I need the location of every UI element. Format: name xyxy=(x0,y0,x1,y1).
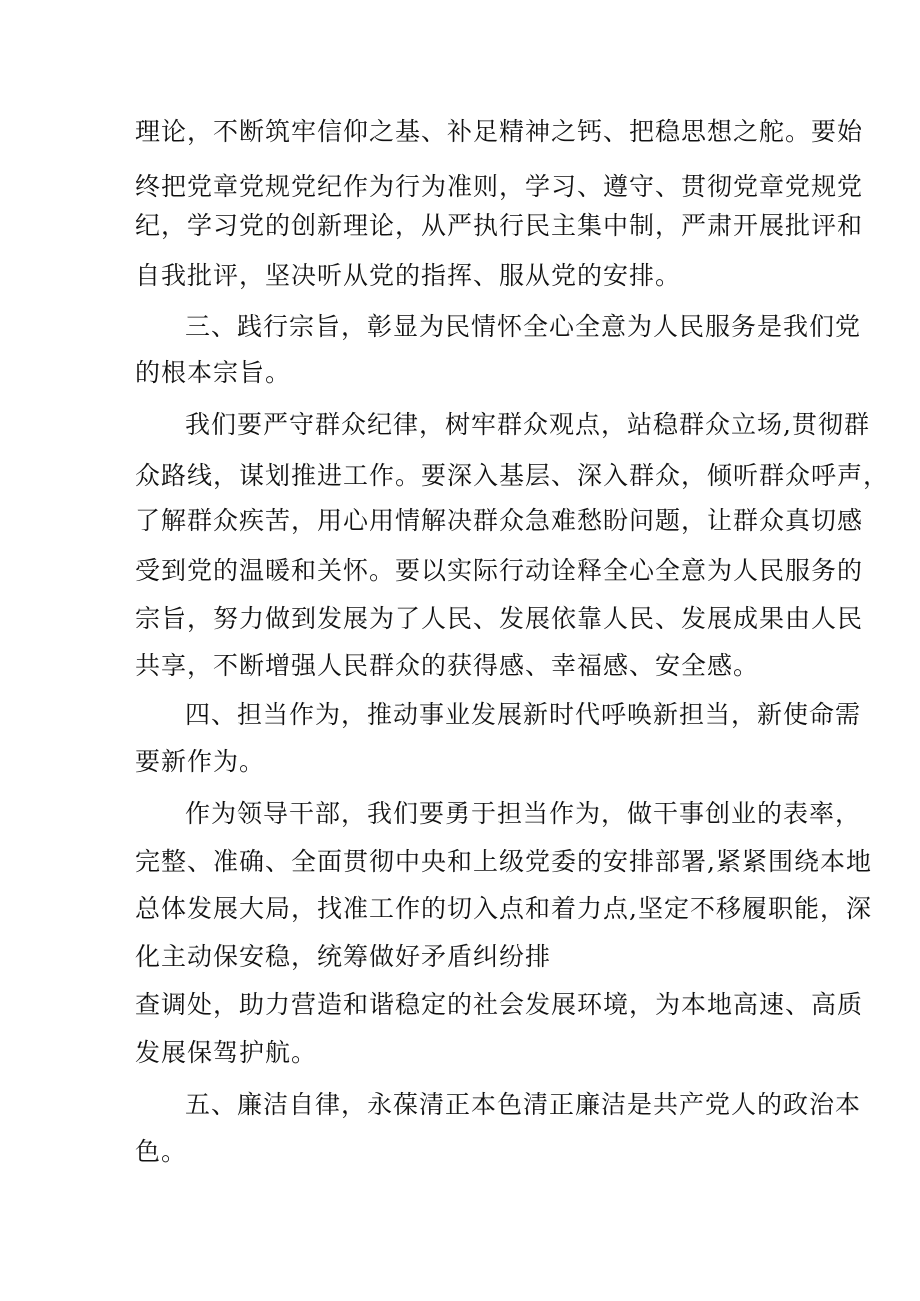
text-line: 化主动保安稳，统筹做好矛盾纠纷排 xyxy=(135,942,552,971)
text-line: 共享，不断增强人民群众的获得感、幸福感、安全感。 xyxy=(135,651,760,680)
text-line: 理论，不断筑牢信仰之基、补足精神之钙、把稳思想之舵。要始 xyxy=(135,117,864,146)
text-line: 众路线，谋划推进工作。要深入基层、深入群众，倾听群众呼声， xyxy=(135,461,890,490)
text-line: 自我批评，坚决听从党的指挥、服从党的安排。 xyxy=(135,261,682,290)
text-line: 宗旨，努力做到发展为了人民、发展依靠人民、发展成果由人民 xyxy=(135,604,864,633)
text-line: 了解群众疾苦，用心用情解决群众急难愁盼问题，让群众真切感 xyxy=(135,506,864,535)
text-line: 完整、准确、全面贯彻中央和上级党委的安排部署,紧紧围绕本地 xyxy=(135,847,872,876)
text-line: 发展保驾护航。 xyxy=(135,1038,318,1067)
text-line: 要新作为。 xyxy=(135,747,266,776)
section-heading: 四、担当作为，推动事业发展新时代呼唤新担当，新使命需 xyxy=(185,700,862,729)
section-heading: 三、践行宗旨，彰显为民情怀全心全意为人民服务是我们党 xyxy=(185,312,862,341)
text-line: 终把党章党规党纪作为行为准则，学习、遵守、贯彻党章党规党 xyxy=(135,172,864,201)
text-line: 的根本宗旨。 xyxy=(135,358,292,387)
text-line: 色。 xyxy=(135,1137,188,1166)
section-heading: 五、廉洁自律，永葆清正本色清正廉洁是共产党人的政治本 xyxy=(185,1090,862,1119)
text-line: 总体发展大局，找准工作的切入点和着力点,坚定不移履职能，深 xyxy=(135,894,872,923)
text-line: 我们要严守群众纪律，树牢群众观点，站稳群众立场,贯彻群 xyxy=(185,410,870,439)
text-line: 受到党的温暖和关怀。要以实际行动诠释全心全意为人民服务的 xyxy=(135,556,864,585)
text-line: 查调处，助力营造和谐稳定的社会发展环境，为本地高速、高质 xyxy=(135,990,864,1019)
text-line: 作为领导干部，我们要勇于担当作为，做干事创业的表率， xyxy=(185,799,862,828)
text-line: 纪，学习党的创新理论，从严执行民主集中制，严肃开展批评和 xyxy=(135,211,864,240)
